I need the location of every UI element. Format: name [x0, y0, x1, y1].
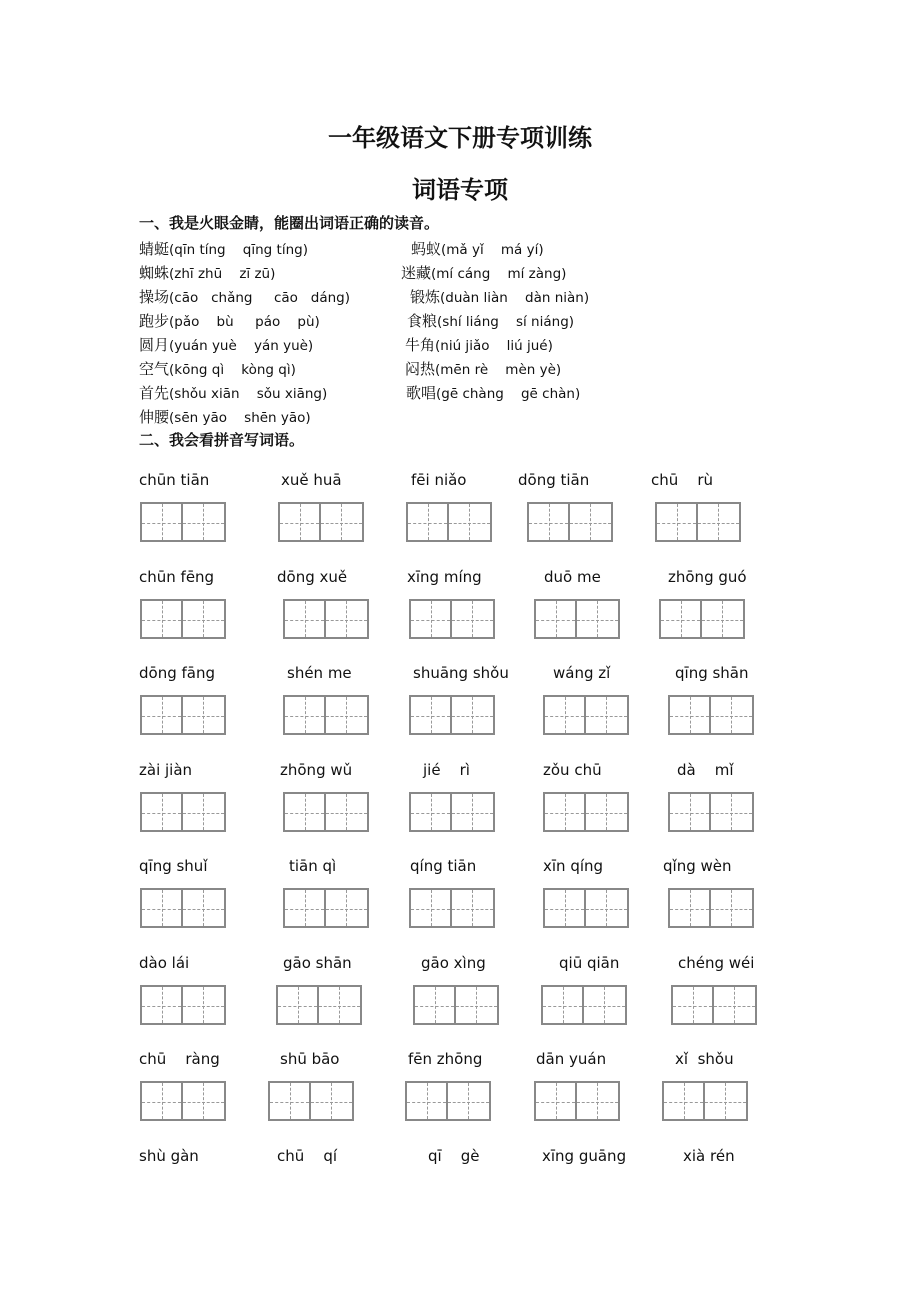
- writing-cell[interactable]: [326, 695, 369, 735]
- guide-line-vertical: [203, 987, 204, 1023]
- writing-grid-box[interactable]: [543, 792, 629, 832]
- writing-cell[interactable]: [452, 792, 495, 832]
- pinyin-prompt: chū rù: [651, 471, 714, 489]
- reading-option-item: [139, 263, 275, 284]
- guide-line-vertical: [298, 987, 299, 1023]
- reading-option-item: [405, 335, 553, 356]
- reading-option-item: [407, 311, 574, 332]
- writing-cell[interactable]: [283, 695, 326, 735]
- guide-line-vertical: [300, 504, 301, 540]
- guide-line-vertical: [472, 601, 473, 637]
- guide-line-vertical: [690, 697, 691, 733]
- guide-line-vertical: [305, 890, 306, 926]
- pinyin-prompt: jié rì: [423, 760, 470, 779]
- writing-grid-box[interactable]: [278, 502, 364, 542]
- pinyin-prompt: dà mǐ: [677, 760, 734, 779]
- guide-line-vertical: [428, 504, 429, 540]
- writing-grid-box[interactable]: [140, 888, 226, 928]
- reading-option-item: [139, 287, 350, 308]
- writing-grid-box[interactable]: [659, 599, 745, 639]
- writing-cell[interactable]: [409, 792, 452, 832]
- writing-cell[interactable]: [534, 1081, 577, 1121]
- writing-grid-box[interactable]: [140, 792, 226, 832]
- pinyin-choices[interactable]: (shí liáng sí niáng): [437, 314, 575, 330]
- guide-line-vertical: [565, 697, 566, 733]
- pinyin-prompt: qī gè: [428, 1146, 480, 1165]
- writing-cell[interactable]: [659, 599, 702, 639]
- writing-grid-box[interactable]: [543, 695, 629, 735]
- writing-cell[interactable]: [452, 695, 495, 735]
- pinyin-prompt: tiān qì: [289, 857, 337, 875]
- writing-cell[interactable]: [541, 985, 584, 1025]
- writing-cell[interactable]: [449, 502, 492, 542]
- guide-line-vertical: [684, 1083, 685, 1119]
- pinyin-prompt: shén me: [287, 664, 352, 682]
- guide-line-vertical: [590, 504, 591, 540]
- pinyin-prompt: qīng shuǐ: [139, 857, 208, 875]
- writing-grid-box[interactable]: [534, 599, 620, 639]
- writing-grid-box[interactable]: [406, 502, 492, 542]
- writing-cell[interactable]: [584, 985, 627, 1025]
- writing-cell[interactable]: [543, 792, 586, 832]
- pinyin-prompt: xīng guāng: [542, 1146, 627, 1165]
- writing-grid-box[interactable]: [668, 888, 754, 928]
- reading-option-item: [405, 359, 561, 380]
- writing-cell[interactable]: [543, 888, 586, 928]
- guide-line-vertical: [290, 1083, 291, 1119]
- section-1-heading: 一、我是火眼金睛，能圈出词语正确的读音。: [139, 214, 440, 232]
- guide-line-vertical: [203, 504, 204, 540]
- pinyin-prompt: dōng fāng: [139, 664, 215, 682]
- writing-cell[interactable]: [140, 695, 183, 735]
- writing-cell[interactable]: [326, 888, 369, 928]
- writing-cell[interactable]: [140, 502, 183, 542]
- writing-cell[interactable]: [413, 985, 456, 1025]
- pinyin-prompt: dōng xuě: [277, 567, 348, 586]
- pinyin-choices[interactable]: (mí cáng mí zàng): [431, 266, 567, 282]
- writing-cell[interactable]: [577, 599, 620, 639]
- writing-cell[interactable]: [268, 1081, 311, 1121]
- pinyin-prompt: zǒu chū: [543, 760, 602, 779]
- reading-option-item: [139, 335, 313, 356]
- pinyin-choices[interactable]: (pǎo bù páo pù): [169, 314, 320, 330]
- writing-cell[interactable]: [183, 502, 226, 542]
- pinyin-prompt: zhōng guó: [668, 567, 747, 586]
- writing-cell[interactable]: [140, 1081, 183, 1121]
- pinyin-prompt: chūn fēng: [139, 567, 215, 586]
- guide-line-vertical: [681, 601, 682, 637]
- pinyin-prompt: xià rén: [683, 1146, 735, 1165]
- writing-cell[interactable]: [283, 792, 326, 832]
- guide-line-vertical: [431, 794, 432, 830]
- guide-line-vertical: [346, 794, 347, 830]
- writing-cell[interactable]: [326, 599, 369, 639]
- word: 首先: [139, 384, 170, 402]
- pinyin-prompt: duō me: [544, 567, 601, 586]
- guide-line-vertical: [341, 504, 342, 540]
- writing-grid-box[interactable]: [413, 985, 499, 1025]
- guide-line-vertical: [472, 697, 473, 733]
- writing-grid-box[interactable]: [276, 985, 362, 1025]
- writing-grid-box[interactable]: [140, 1081, 226, 1121]
- pinyin-prompt: qǐng wèn: [663, 857, 732, 875]
- writing-cell[interactable]: [586, 888, 629, 928]
- guide-line-vertical: [203, 697, 204, 733]
- writing-cell[interactable]: [711, 792, 754, 832]
- guide-line-vertical: [431, 890, 432, 926]
- word: 食粮: [407, 312, 438, 330]
- word: 蜻蜓: [139, 240, 170, 258]
- writing-cell[interactable]: [405, 1081, 448, 1121]
- pinyin-prompt: wáng zǐ: [553, 664, 611, 682]
- writing-cell[interactable]: [668, 792, 711, 832]
- reading-option-item: [410, 287, 589, 308]
- writing-grid-box[interactable]: [668, 695, 754, 735]
- guide-line-vertical: [469, 504, 470, 540]
- pinyin-choices[interactable]: (shǒu xiān sǒu xiāng): [169, 386, 328, 402]
- writing-grid-box[interactable]: [671, 985, 757, 1025]
- word: 牛角: [405, 336, 436, 354]
- writing-cell[interactable]: [448, 1081, 491, 1121]
- writing-grid-box[interactable]: [541, 985, 627, 1025]
- writing-grid-box[interactable]: [543, 888, 629, 928]
- guide-line-vertical: [162, 987, 163, 1023]
- guide-line-vertical: [203, 794, 204, 830]
- guide-line-vertical: [731, 794, 732, 830]
- writing-grid-box[interactable]: [283, 695, 369, 735]
- guide-line-vertical: [435, 987, 436, 1023]
- writing-grid-box[interactable]: [283, 888, 369, 928]
- reading-option-item: [139, 239, 308, 260]
- guide-line-vertical: [677, 504, 678, 540]
- writing-grid-box[interactable]: [409, 792, 495, 832]
- guide-line-vertical: [597, 1083, 598, 1119]
- pinyin-prompt: qiū qiān: [559, 953, 620, 972]
- pinyin-choices[interactable]: (qīn tíng qīng tíng): [169, 242, 308, 258]
- pinyin-prompt: gāo xìng: [421, 953, 486, 972]
- writing-cell[interactable]: [140, 792, 183, 832]
- writing-cell[interactable]: [311, 1081, 354, 1121]
- guide-line-vertical: [331, 1083, 332, 1119]
- guide-line-vertical: [162, 1083, 163, 1119]
- reading-option-item: [411, 239, 544, 260]
- guide-line-vertical: [556, 601, 557, 637]
- writing-cell[interactable]: [183, 599, 226, 639]
- writing-grid-box[interactable]: [140, 695, 226, 735]
- guide-line-vertical: [565, 794, 566, 830]
- pinyin-prompt: chū ràng: [139, 1050, 220, 1068]
- guide-line-vertical: [305, 794, 306, 830]
- guide-line-vertical: [203, 1083, 204, 1119]
- guide-line-vertical: [606, 697, 607, 733]
- writing-cell[interactable]: [655, 502, 698, 542]
- pinyin-choices[interactable]: (duàn liàn dàn niàn): [440, 290, 590, 306]
- writing-cell[interactable]: [711, 888, 754, 928]
- guide-line-vertical: [725, 1083, 726, 1119]
- word: 迷藏: [401, 264, 432, 282]
- writing-cell[interactable]: [698, 502, 741, 542]
- guide-line-vertical: [690, 794, 691, 830]
- writing-grid-box[interactable]: [662, 1081, 748, 1121]
- reading-option-item: [139, 311, 320, 332]
- guide-line-vertical: [722, 601, 723, 637]
- reading-option-item: [139, 407, 311, 428]
- writing-cell[interactable]: [705, 1081, 748, 1121]
- writing-cell[interactable]: [276, 985, 319, 1025]
- pinyin-choices[interactable]: (cāo chǎng cāo dáng): [169, 290, 351, 306]
- word: 蜘蛛: [139, 264, 170, 282]
- guide-line-vertical: [604, 987, 605, 1023]
- pinyin-prompt: fēn zhōng: [408, 1050, 483, 1068]
- word: 蚂蚁: [411, 240, 442, 258]
- writing-grid-box[interactable]: [140, 985, 226, 1025]
- guide-line-vertical: [162, 504, 163, 540]
- writing-cell[interactable]: [278, 502, 321, 542]
- guide-line-vertical: [162, 697, 163, 733]
- guide-line-vertical: [734, 987, 735, 1023]
- writing-cell[interactable]: [140, 985, 183, 1025]
- pinyin-prompt: xīng míng: [407, 567, 482, 586]
- writing-grid-box[interactable]: [409, 695, 495, 735]
- writing-cell[interactable]: [662, 1081, 705, 1121]
- writing-cell[interactable]: [409, 888, 452, 928]
- writing-cell[interactable]: [456, 985, 499, 1025]
- pinyin-prompt: chéng wéi: [678, 953, 755, 972]
- pinyin-prompt: chūn tiān: [139, 471, 210, 489]
- guide-line-vertical: [162, 794, 163, 830]
- writing-cell[interactable]: [319, 985, 362, 1025]
- word: 跑步: [139, 312, 170, 330]
- writing-cell[interactable]: [570, 502, 613, 542]
- guide-line-vertical: [203, 601, 204, 637]
- writing-cell[interactable]: [668, 888, 711, 928]
- pinyin-prompt: dōng tiān: [518, 471, 590, 489]
- guide-line-vertical: [690, 890, 691, 926]
- writing-cell[interactable]: [452, 888, 495, 928]
- writing-grid-box[interactable]: [140, 599, 226, 639]
- guide-line-vertical: [162, 890, 163, 926]
- writing-grid-box[interactable]: [527, 502, 613, 542]
- word: 闷热: [405, 360, 436, 378]
- pinyin-prompt: qīng shān: [675, 664, 749, 682]
- guide-line-vertical: [431, 601, 432, 637]
- writing-cell[interactable]: [283, 888, 326, 928]
- writing-grid-box[interactable]: [534, 1081, 620, 1121]
- pinyin-prompt: dào lái: [139, 953, 190, 972]
- guide-line-vertical: [431, 697, 432, 733]
- writing-grid-box[interactable]: [409, 599, 495, 639]
- writing-grid-box[interactable]: [268, 1081, 354, 1121]
- writing-grid-box[interactable]: [283, 792, 369, 832]
- guide-line-vertical: [606, 794, 607, 830]
- writing-cell[interactable]: [527, 502, 570, 542]
- guide-line-vertical: [472, 794, 473, 830]
- writing-cell[interactable]: [543, 695, 586, 735]
- pinyin-prompt: gāo shān: [283, 953, 352, 972]
- word: 空气: [139, 360, 170, 378]
- writing-cell[interactable]: [283, 599, 326, 639]
- section-2-heading: 二、我会看拼音写词语。: [139, 431, 305, 449]
- guide-line-vertical: [556, 1083, 557, 1119]
- guide-line-vertical: [305, 601, 306, 637]
- pinyin-prompt: shū bāo: [280, 1050, 340, 1068]
- writing-cell[interactable]: [586, 695, 629, 735]
- writing-grid-box[interactable]: [668, 792, 754, 832]
- writing-cell[interactable]: [406, 502, 449, 542]
- writing-cell[interactable]: [534, 599, 577, 639]
- writing-grid-box[interactable]: [409, 888, 495, 928]
- reading-option-item: [401, 263, 566, 284]
- reading-option-item: [139, 359, 296, 380]
- pinyin-prompt: fēi niǎo: [411, 471, 467, 489]
- guide-line-vertical: [346, 697, 347, 733]
- guide-line-vertical: [693, 987, 694, 1023]
- guide-line-vertical: [476, 987, 477, 1023]
- pinyin-choices[interactable]: (niú jiǎo liú jué): [435, 338, 553, 354]
- writing-cell[interactable]: [409, 695, 452, 735]
- guide-line-vertical: [565, 890, 566, 926]
- writing-cell[interactable]: [321, 502, 364, 542]
- pinyin-prompt: zài jiàn: [139, 760, 193, 779]
- guide-line-vertical: [718, 504, 719, 540]
- guide-line-vertical: [346, 601, 347, 637]
- word: 伸腰: [139, 408, 170, 426]
- writing-cell[interactable]: [183, 985, 226, 1025]
- guide-line-vertical: [563, 987, 564, 1023]
- guide-line-vertical: [549, 504, 550, 540]
- pinyin-choices[interactable]: (yuán yuè yán yuè): [169, 338, 314, 354]
- writing-cell[interactable]: [183, 695, 226, 735]
- pinyin-prompt: xǐ shǒu: [675, 1050, 734, 1068]
- pinyin-choices[interactable]: (mǎ yǐ má yí): [441, 242, 544, 258]
- word: 操场: [139, 288, 170, 306]
- writing-grid-box[interactable]: [140, 502, 226, 542]
- pinyin-prompt: dān yuán: [536, 1050, 607, 1068]
- writing-cell[interactable]: [668, 695, 711, 735]
- pinyin-choices[interactable]: (mēn rè mèn yè): [435, 362, 562, 378]
- pinyin-prompt: xuě huā: [281, 471, 342, 489]
- page-title: 一年级语文下册专项训练: [328, 124, 592, 152]
- guide-line-vertical: [468, 1083, 469, 1119]
- reading-option-item: [406, 383, 580, 404]
- pinyin-prompt: zhōng wǔ: [280, 760, 353, 779]
- reading-option-item: [139, 383, 327, 404]
- writing-grid-box[interactable]: [655, 502, 741, 542]
- pinyin-prompt: qíng tiān: [410, 857, 477, 875]
- pinyin-prompt: chū qí: [277, 1146, 338, 1165]
- guide-line-vertical: [427, 1083, 428, 1119]
- writing-grid-box[interactable]: [405, 1081, 491, 1121]
- writing-cell[interactable]: [140, 888, 183, 928]
- guide-line-vertical: [162, 601, 163, 637]
- guide-line-vertical: [203, 890, 204, 926]
- pinyin-choices[interactable]: (sēn yāo shēn yāo): [169, 410, 311, 426]
- writing-cell[interactable]: [711, 695, 754, 735]
- guide-line-vertical: [339, 987, 340, 1023]
- writing-cell[interactable]: [409, 599, 452, 639]
- pinyin-choices[interactable]: (zhī zhū zī zū): [169, 266, 276, 282]
- guide-line-vertical: [472, 890, 473, 926]
- writing-cell[interactable]: [183, 792, 226, 832]
- word: 圆月: [139, 336, 170, 354]
- writing-cell[interactable]: [671, 985, 714, 1025]
- writing-cell[interactable]: [577, 1081, 620, 1121]
- pinyin-prompt: shuāng shǒu: [413, 664, 509, 682]
- guide-line-vertical: [731, 697, 732, 733]
- guide-line-vertical: [731, 890, 732, 926]
- writing-cell[interactable]: [586, 792, 629, 832]
- writing-cell[interactable]: [452, 599, 495, 639]
- page-subtitle: 词语专项: [412, 176, 508, 204]
- writing-cell[interactable]: [140, 599, 183, 639]
- pinyin-choices[interactable]: (kōng qì kòng qì): [169, 362, 296, 378]
- guide-line-vertical: [597, 601, 598, 637]
- writing-cell[interactable]: [714, 985, 757, 1025]
- pinyin-choices[interactable]: (gē chàng gē chàn): [436, 386, 581, 402]
- pinyin-prompt: shù gàn: [139, 1146, 199, 1165]
- writing-cell[interactable]: [702, 599, 745, 639]
- writing-cell[interactable]: [326, 792, 369, 832]
- writing-cell[interactable]: [183, 1081, 226, 1121]
- word: 锻炼: [410, 288, 441, 306]
- writing-cell[interactable]: [183, 888, 226, 928]
- word: 歌唱: [406, 384, 437, 402]
- guide-line-vertical: [305, 697, 306, 733]
- pinyin-prompt: xīn qíng: [543, 857, 604, 875]
- guide-line-vertical: [606, 890, 607, 926]
- guide-line-vertical: [346, 890, 347, 926]
- writing-grid-box[interactable]: [283, 599, 369, 639]
